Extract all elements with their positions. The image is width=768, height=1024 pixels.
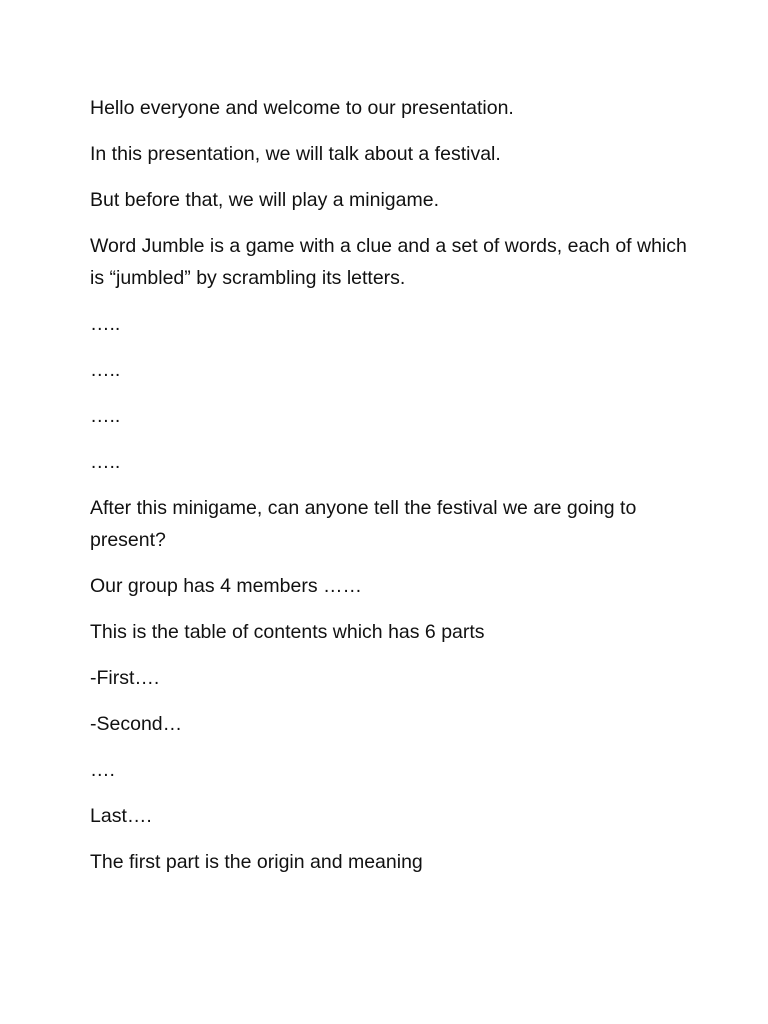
paragraph-first-part: The first part is the origin and meaning	[90, 851, 423, 873]
paragraph-table-of-contents: This is the table of contents which has 6 parts	[90, 621, 485, 643]
list-item-last: Last….	[90, 805, 152, 827]
paragraph-ellipsis-2: …..	[90, 359, 121, 381]
paragraph-minigame-intro: But before that, we will play a minigame.	[90, 189, 440, 211]
paragraph-topic: In this presentation, we will talk about a festival.	[90, 143, 501, 165]
paragraph-question: After this minigame, can anyone tell the festival we are going to present?	[90, 497, 637, 551]
paragraph-members: Our group has 4 members ……	[90, 575, 363, 597]
document-body	[90, 92, 690, 892]
paragraph-greeting: Hello everyone and welcome to our presentation.	[90, 97, 514, 119]
paragraph-ellipsis-4: …..	[90, 451, 121, 473]
list-item-ellipsis: ….	[90, 759, 115, 781]
list-item-first: -First….	[90, 667, 160, 689]
paragraph-ellipsis-1: …..	[90, 313, 121, 335]
paragraph-word-jumble: Word Jumble is a game with a clue and a set of words, each of which is “jumbled” by scrambling its letters.	[90, 235, 687, 289]
paragraph-ellipsis-3: …..	[90, 405, 121, 427]
list-item-second: -Second…	[90, 713, 183, 735]
